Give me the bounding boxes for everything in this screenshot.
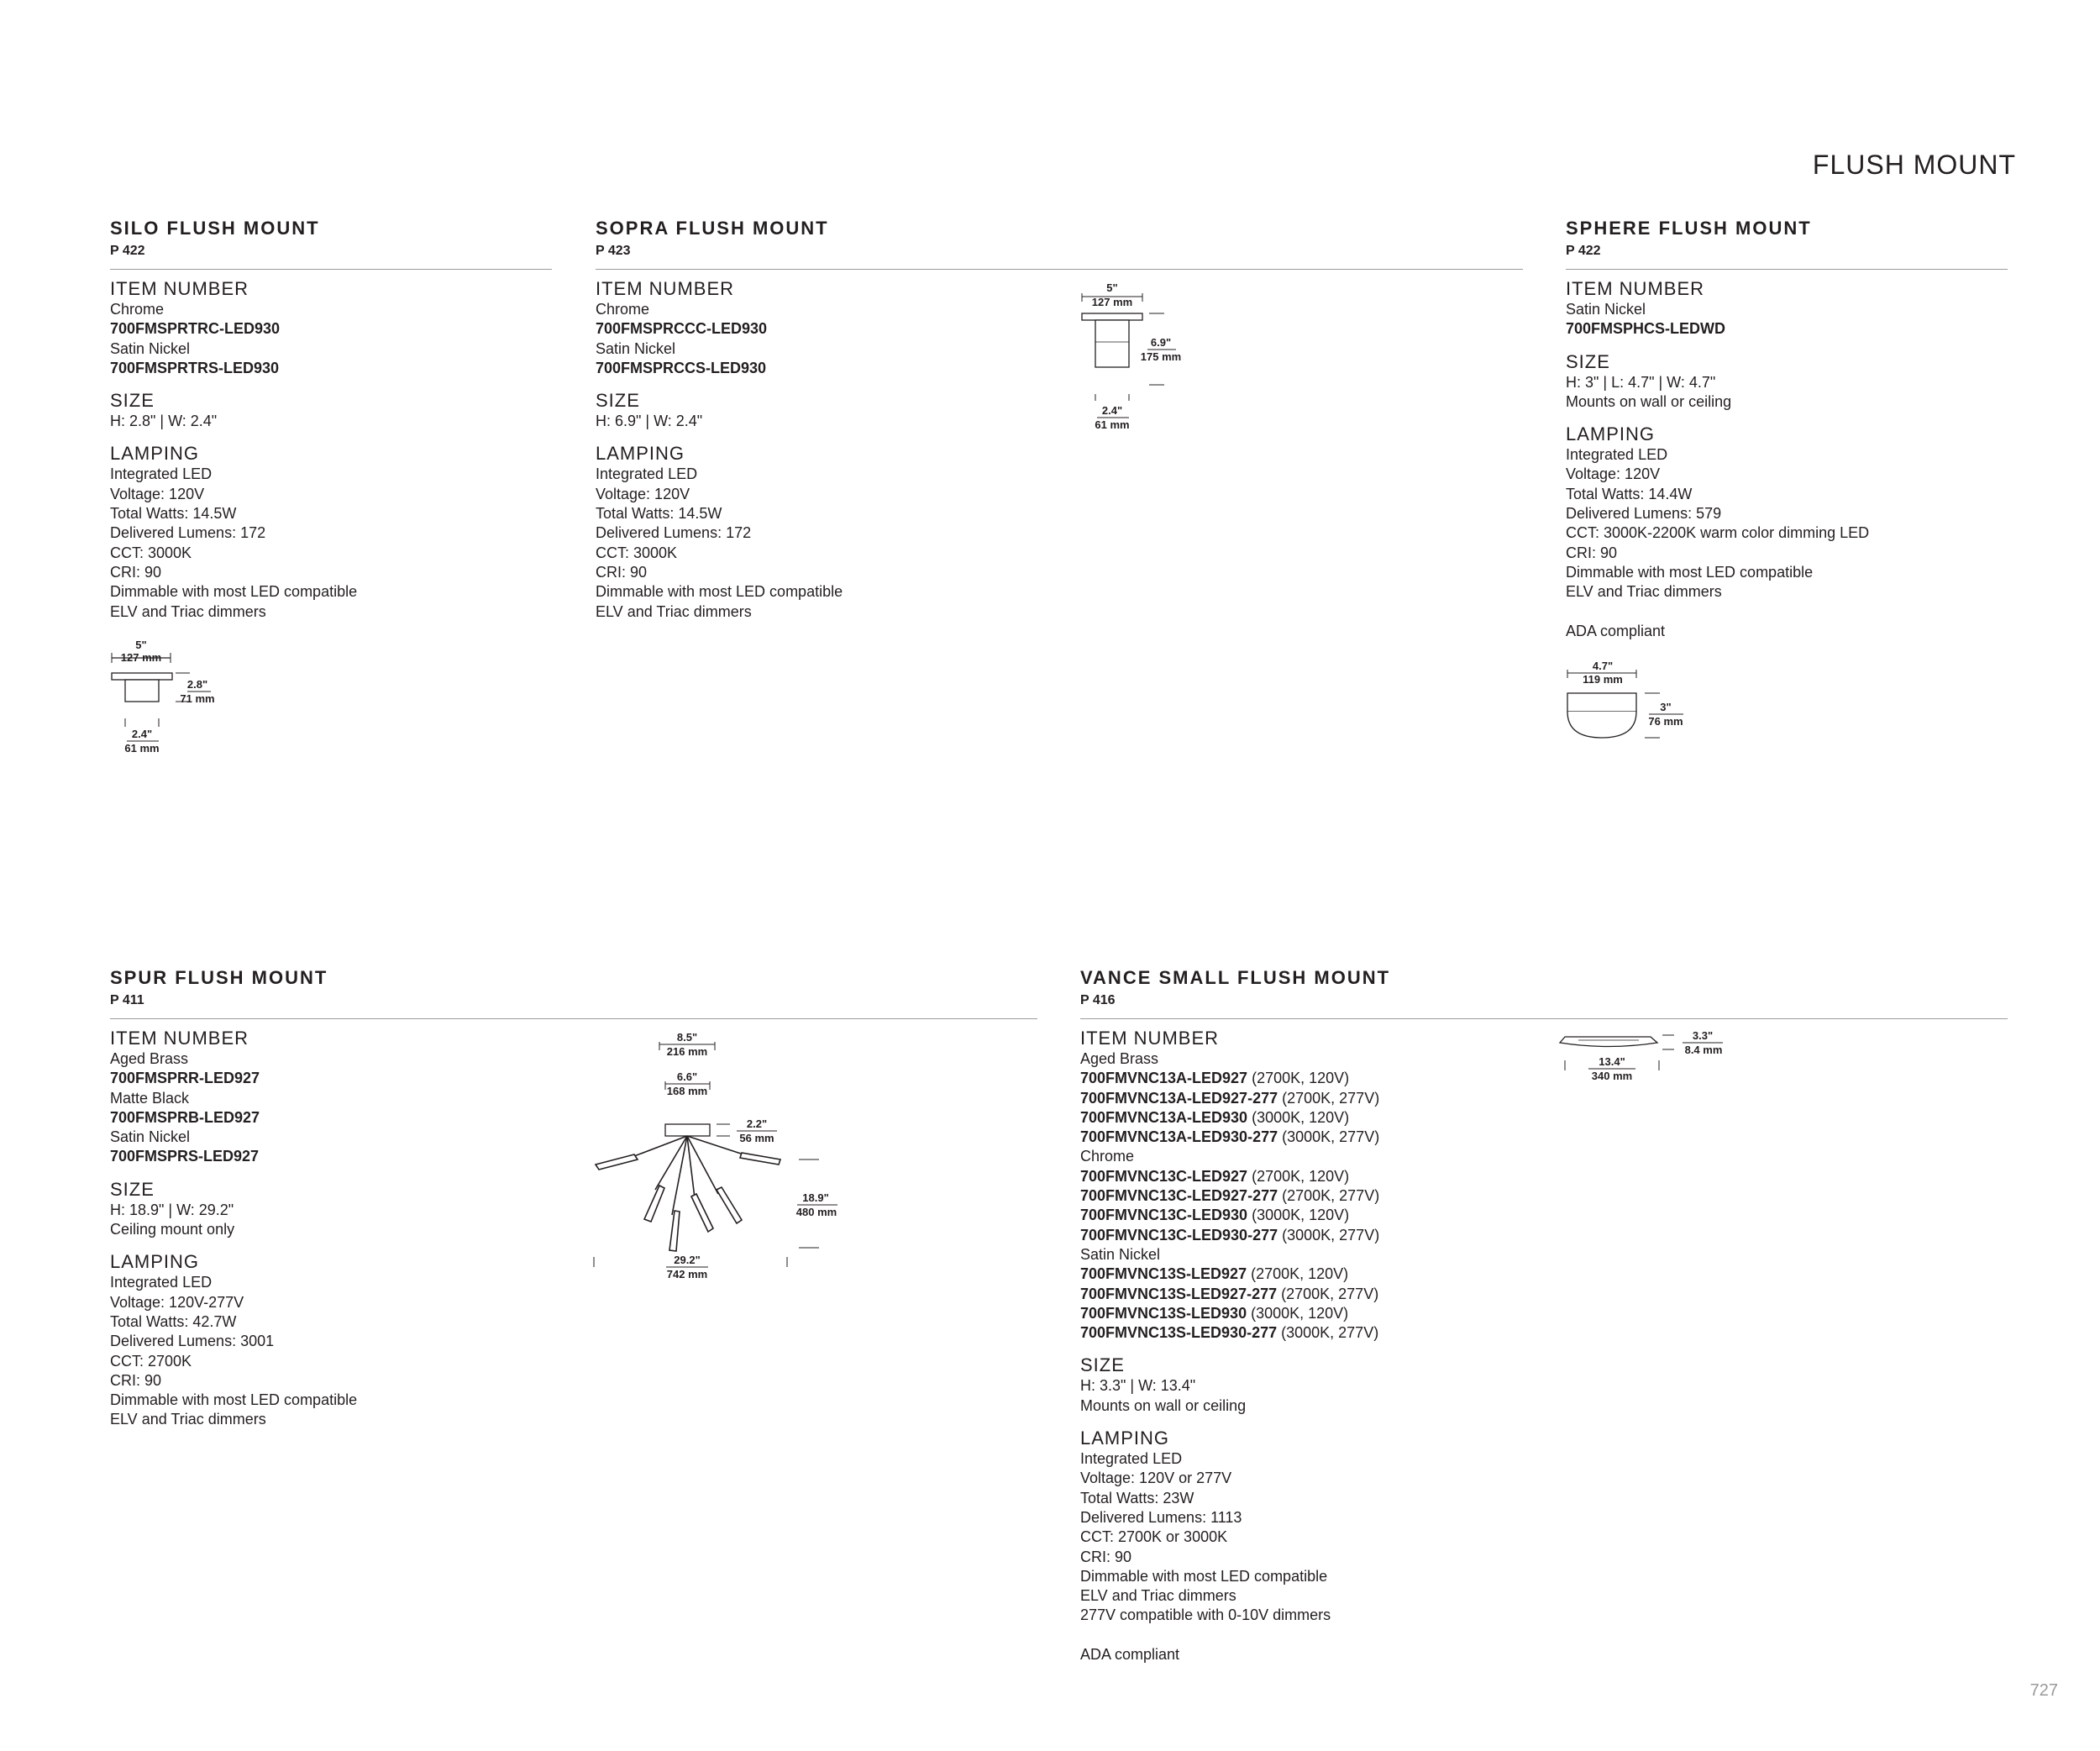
item-number <box>110 1108 1037 1128</box>
finish-name: Satin Nickel <box>1566 301 1646 318</box>
finish-label <box>596 300 1523 319</box>
silo-height-mm: 71 mm <box>180 692 215 705</box>
item-number <box>596 359 1523 378</box>
lamping-line: 277V compatible with 0-10V dimmers <box>1080 1606 1331 1624</box>
sphere-height-mm: 76 mm <box>1648 715 1683 728</box>
lamping-line: CRI: 90 <box>110 563 162 581</box>
item-spec: (3000K, 277V) <box>1278 1226 1380 1244</box>
item-number <box>1080 1304 2008 1323</box>
item-number-heading: ITEM NUMBER <box>596 278 734 299</box>
spur-height-mm: 480 mm <box>795 1206 837 1218</box>
divider <box>110 1018 1037 1019</box>
lamping-line: Integrated LED <box>1080 1450 1183 1468</box>
item-number <box>1080 1108 2008 1128</box>
item-code: 700FMVNC13C-LED930 <box>1080 1207 1248 1224</box>
item-number <box>1080 1285 2008 1304</box>
product-title: VANCE SMALL FLUSH MOUNT <box>1080 967 1391 988</box>
lamping-line: Total Watts: 14.4W <box>1566 485 1693 502</box>
lamping-line: Voltage: 120V <box>110 485 205 502</box>
finish-label <box>1080 1245 2008 1265</box>
item-spec: (2700K, 120V) <box>1247 1265 1349 1283</box>
item-number <box>110 1069 1037 1088</box>
item-spec: (2700K, 120V) <box>1247 1070 1350 1087</box>
vance-dimension-drawing <box>1558 1027 1743 1094</box>
lamping-line: Total Watts: 42.7W <box>110 1312 237 1330</box>
size-heading: SIZE <box>1080 1354 1125 1376</box>
vance-width-mm: 340 mm <box>1591 1070 1633 1082</box>
item-spec: (2700K, 277V) <box>1278 1089 1380 1107</box>
lamping-line: CCT: 2700K <box>110 1352 192 1370</box>
item-code: 700FMSPRS-LED927 <box>110 1148 260 1165</box>
silo-height-in: 2.8" <box>186 678 208 691</box>
finish-name: Matte Black <box>110 1089 190 1107</box>
lamping-line: CCT: 2700K or 3000K <box>1080 1528 1228 1546</box>
item-number-heading: ITEM NUMBER <box>1566 278 1704 299</box>
item-code: 700FMVNC13A-LED927 <box>1080 1070 1248 1087</box>
size-line: H: 18.9" | W: 29.2" <box>110 1201 234 1218</box>
product-page-ref: P 416 <box>1080 993 1116 1007</box>
lamping-line: CRI: 90 <box>1080 1548 1132 1565</box>
finish-name: Chrome <box>596 301 650 318</box>
lamping-line: ELV and Triac dimmers <box>1080 1587 1236 1605</box>
size-heading: SIZE <box>110 390 155 412</box>
item-spec: (3000K, 277V) <box>1277 1324 1379 1342</box>
sopra-height-in: 6.9" <box>1150 336 1172 349</box>
item-number <box>1080 1186 2008 1206</box>
item-code: 700FMVNC13S-LED927 <box>1080 1265 1247 1283</box>
lamping-line: ELV and Triac dimmers <box>110 602 266 620</box>
size-line: Mounts on wall or ceiling <box>1566 392 1732 410</box>
lamping-line: Voltage: 120V <box>1566 465 1661 483</box>
item-code: 700FMSPRCCC-LED930 <box>596 320 768 338</box>
item-code: 700FMVNC13A-LED930 <box>1080 1108 1248 1126</box>
finish-name: Aged Brass <box>1080 1050 1159 1067</box>
spec-column <box>1566 278 2008 641</box>
item-spec: (3000K, 120V) <box>1247 1207 1350 1224</box>
size-line: H: 2.8" | W: 2.4" <box>110 413 218 430</box>
size-line: Ceiling mount only <box>110 1221 235 1238</box>
size-line: H: 3.3" | W: 13.4" <box>1080 1377 1196 1395</box>
item-code: 700FMSPRB-LED927 <box>110 1108 260 1126</box>
lamping-line: Total Watts: 23W <box>1080 1489 1194 1506</box>
size-heading: SIZE <box>596 390 640 412</box>
size-heading: SIZE <box>110 1178 155 1200</box>
spur-dimension-drawing <box>592 1030 861 1291</box>
item-number-heading: ITEM NUMBER <box>110 1028 249 1049</box>
spec-column <box>1080 1028 2008 1664</box>
sopra-width-mm: 127 mm <box>1091 296 1133 308</box>
item-code: 700FMVNC13S-LED930-277 <box>1080 1324 1278 1342</box>
silo-dimension-drawing <box>105 634 231 760</box>
item-spec: (3000K, 120V) <box>1247 1108 1350 1126</box>
lamping-line: ELV and Triac dimmers <box>110 1411 266 1428</box>
item-spec: (2700K, 120V) <box>1247 1167 1350 1185</box>
spec-column <box>596 278 1523 622</box>
spur-canopy-h-mm: 56 mm <box>739 1132 774 1144</box>
spur-canopy-in: 6.6" <box>676 1070 698 1083</box>
lamping-line: Delivered Lumens: 1113 <box>1080 1508 1242 1526</box>
sphere-width-in: 4.7" <box>1592 660 1614 672</box>
lamping-heading: LAMPING <box>1566 423 1656 445</box>
sphere-dimension-drawing <box>1561 655 1695 748</box>
finish-name: Chrome <box>110 301 165 318</box>
finish-label <box>110 339 552 359</box>
item-number <box>1080 1226 2008 1245</box>
item-number <box>1080 1128 2008 1147</box>
spur-top-mm: 216 mm <box>666 1045 708 1058</box>
sopra-dimension-drawing <box>1075 280 1201 435</box>
product-sphere <box>1566 217 2008 641</box>
vance-height-in: 3.3" <box>1692 1029 1714 1042</box>
finish-label <box>110 1128 1037 1147</box>
finish-name: Satin Nickel <box>596 339 676 357</box>
item-number <box>110 319 552 339</box>
sopra-depth-in: 2.4" <box>1101 404 1123 417</box>
item-number <box>596 319 1523 339</box>
product-spur <box>110 966 1037 1430</box>
lamping-heading: LAMPING <box>110 443 200 465</box>
lamping-line: CCT: 3000K-2200K warm color dimming LED <box>1566 524 1870 542</box>
silo-width-mm: 127 mm <box>120 651 162 664</box>
lamping-line: Voltage: 120V <box>596 485 690 502</box>
spur-width-mm: 742 mm <box>666 1268 708 1280</box>
item-code: 700FMVNC13S-LED927-277 <box>1080 1285 1278 1302</box>
lamping-line: Dimmable with most LED compatible <box>1566 563 1814 581</box>
lamping-line: Total Watts: 14.5W <box>110 505 237 523</box>
size-line: H: 3" | L: 4.7" | W: 4.7" <box>1566 373 1716 391</box>
page-number: 727 <box>2029 1681 2058 1700</box>
vance-width-in: 13.4" <box>1599 1055 1625 1068</box>
spec-column <box>110 278 552 622</box>
item-number-heading: ITEM NUMBER <box>110 278 249 299</box>
silo-depth-in: 2.4" <box>131 728 153 740</box>
spur-canopy-h-in: 2.2" <box>746 1117 768 1130</box>
finish-label <box>596 339 1523 359</box>
vance-height-mm: 8.4 mm <box>1684 1044 1723 1056</box>
lamping-line: Voltage: 120V-277V <box>110 1293 244 1311</box>
finish-label <box>110 1089 1037 1108</box>
sopra-depth-mm: 61 mm <box>1095 418 1130 431</box>
lamping-line: Integrated LED <box>1566 446 1668 464</box>
lamping-line: Integrated LED <box>110 1274 213 1291</box>
spur-width-in: 29.2" <box>674 1254 701 1266</box>
product-title: SPUR FLUSH MOUNT <box>110 967 328 988</box>
item-spec: (2700K, 277V) <box>1277 1285 1379 1302</box>
item-number <box>1566 319 2008 339</box>
finish-label <box>110 300 552 319</box>
sphere-width-mm: 119 mm <box>1583 673 1623 686</box>
product-page-ref: P 411 <box>110 993 144 1007</box>
lamping-line: Dimmable with most LED compatible <box>1080 1567 1328 1585</box>
lamping-line: Dimmable with most LED compatible <box>110 1391 358 1409</box>
lamping-line: Integrated LED <box>596 465 698 483</box>
lamping-line: CRI: 90 <box>110 1371 162 1389</box>
divider <box>110 269 552 270</box>
lamping-line: Delivered Lumens: 172 <box>110 524 266 542</box>
item-spec: (3000K, 277V) <box>1278 1128 1380 1146</box>
item-number <box>1080 1206 2008 1225</box>
finish-name: Aged Brass <box>110 1050 189 1067</box>
finish-name: Satin Nickel <box>110 339 191 357</box>
section-title: FLUSH MOUNT <box>1812 150 2016 180</box>
product-sopra <box>596 217 1523 622</box>
item-number <box>110 1147 1037 1166</box>
lamping-line: CRI: 90 <box>1566 544 1618 561</box>
lamping-line: Dimmable with most LED compatible <box>596 583 843 601</box>
sopra-height-mm: 175 mm <box>1140 350 1182 363</box>
item-code: 700FMVNC13S-LED930 <box>1080 1304 1247 1322</box>
item-code: 700FMSPRTRS-LED930 <box>110 359 280 376</box>
lamping-line: Delivered Lumens: 172 <box>596 524 752 542</box>
sphere-height-in: 3" <box>1660 701 1672 713</box>
item-number <box>1080 1069 2008 1088</box>
spacer <box>1566 602 2008 622</box>
spur-canopy-mm: 168 mm <box>666 1085 708 1097</box>
item-code: 700FMVNC13A-LED927-277 <box>1080 1089 1278 1107</box>
item-number <box>1080 1323 2008 1343</box>
sopra-width-in: 5" <box>1106 281 1118 294</box>
item-number <box>1080 1265 2008 1284</box>
item-code: 700FMVNC13C-LED927-277 <box>1080 1187 1278 1205</box>
item-number <box>110 359 552 378</box>
item-code: 700FMSPHCS-LEDWD <box>1566 320 1726 338</box>
finish-label <box>110 1049 1037 1069</box>
lamping-heading: LAMPING <box>596 443 685 465</box>
product-title: SILO FLUSH MOUNT <box>110 218 320 239</box>
item-number <box>1080 1089 2008 1108</box>
item-code: 700FMVNC13C-LED930-277 <box>1080 1226 1278 1244</box>
finish-label <box>1566 300 2008 319</box>
item-code: 700FMSPRTRC-LED930 <box>110 320 281 338</box>
lamping-line: Voltage: 120V or 277V <box>1080 1470 1232 1487</box>
item-code: 700FMVNC13C-LED927 <box>1080 1167 1248 1185</box>
lamping-line: CCT: 3000K <box>596 544 678 561</box>
item-number-heading: ITEM NUMBER <box>1080 1028 1219 1049</box>
product-page-ref: P 423 <box>596 244 631 258</box>
lamping-line: CCT: 3000K <box>110 544 192 561</box>
product-page-ref: P 422 <box>110 244 145 258</box>
silo-width-in: 5" <box>135 639 147 651</box>
lamping-line: Total Watts: 14.5W <box>596 505 722 523</box>
product-title: SOPRA FLUSH MOUNT <box>596 218 829 239</box>
spec-column <box>110 1028 1037 1430</box>
lamping-heading: LAMPING <box>110 1251 200 1273</box>
divider <box>1566 269 2008 270</box>
product-page-ref: P 422 <box>1566 244 1601 258</box>
size-heading: SIZE <box>1566 350 1610 372</box>
lamping-line: Integrated LED <box>110 465 213 483</box>
divider <box>1080 1018 2008 1019</box>
finish-label <box>1080 1147 2008 1166</box>
item-code: 700FMSPRCCS-LED930 <box>596 359 767 376</box>
lamping-line: Delivered Lumens: 3001 <box>110 1333 275 1350</box>
item-code: 700FMSPRR-LED927 <box>110 1070 260 1087</box>
item-spec: (3000K, 120V) <box>1247 1304 1349 1322</box>
lamping-line: ELV and Triac dimmers <box>596 602 752 620</box>
divider <box>596 269 1523 270</box>
finish-label <box>1080 1049 2008 1069</box>
product-title: SPHERE FLUSH MOUNT <box>1566 218 1812 239</box>
product-vance <box>1080 966 2008 1664</box>
item-number <box>1080 1167 2008 1186</box>
ada-note: ADA compliant <box>1566 622 1666 639</box>
item-spec: (2700K, 277V) <box>1278 1187 1380 1205</box>
spur-top-in: 8.5" <box>676 1031 698 1044</box>
spacer <box>1080 1626 2008 1645</box>
lamping-line: ELV and Triac dimmers <box>1566 583 1722 601</box>
lamping-heading: LAMPING <box>1080 1428 1170 1449</box>
finish-name: Satin Nickel <box>110 1128 191 1146</box>
lamping-line: CRI: 90 <box>596 563 648 581</box>
finish-name: Chrome <box>1080 1148 1135 1165</box>
spur-height-in: 18.9" <box>802 1191 829 1204</box>
size-line: Mounts on wall or ceiling <box>1080 1396 1247 1414</box>
item-code: 700FMVNC13A-LED930-277 <box>1080 1128 1278 1146</box>
ada-note: ADA compliant <box>1080 1645 1180 1663</box>
lamping-line: Delivered Lumens: 579 <box>1566 505 1722 523</box>
silo-depth-mm: 61 mm <box>124 742 160 755</box>
size-line: H: 6.9" | W: 2.4" <box>596 413 703 430</box>
lamping-line: Dimmable with most LED compatible <box>110 583 358 601</box>
finish-name: Satin Nickel <box>1080 1245 1161 1263</box>
product-silo <box>110 217 552 622</box>
